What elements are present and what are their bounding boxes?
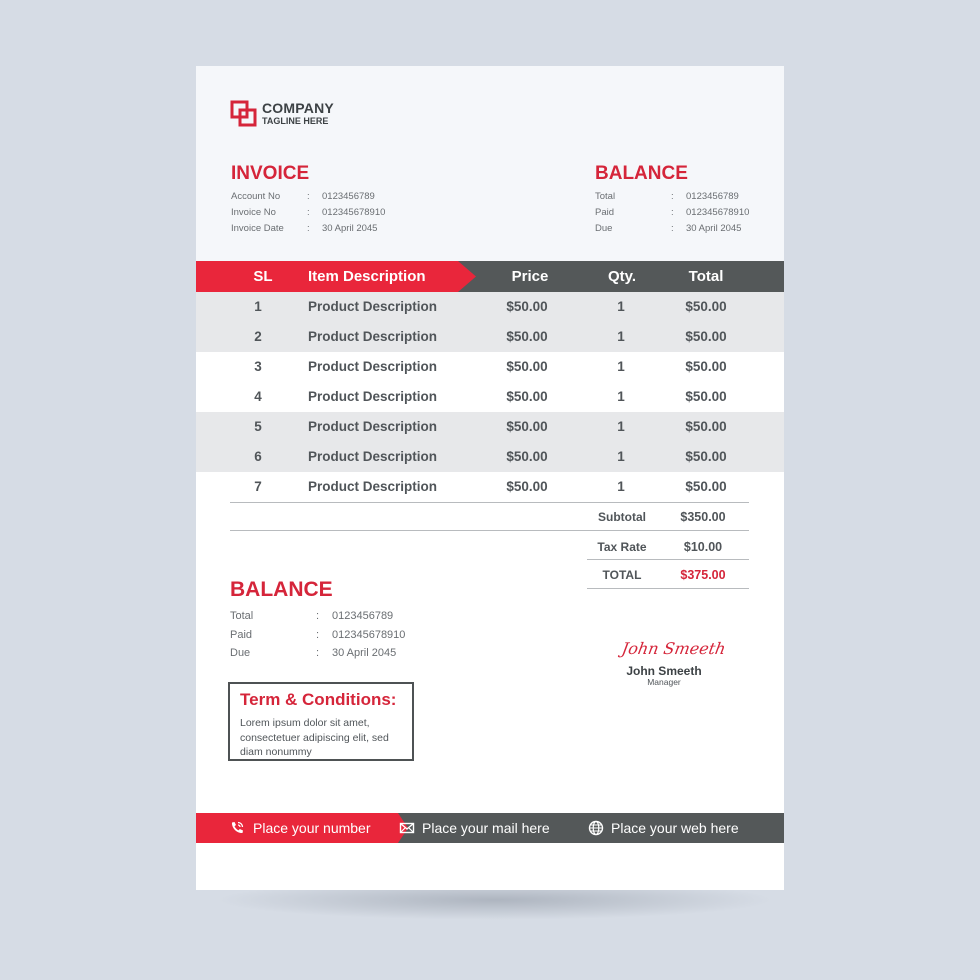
tax-rate-value: $10.00: [683, 540, 723, 554]
cell-total: $50.00: [685, 299, 727, 314]
cell-qty: 1: [617, 389, 625, 404]
cell-description: Product Description: [308, 419, 438, 434]
cell-qty: 1: [617, 329, 625, 344]
header-qty: Qty.: [607, 268, 637, 285]
balance-total-row: Total : 0123456789: [230, 607, 405, 626]
tax-rate-label: Tax Rate: [597, 540, 647, 554]
cell-qty: 1: [617, 419, 625, 434]
meta-value: 012345678910: [332, 628, 406, 641]
invoice-page: [196, 66, 784, 890]
meta-value: 012345678910: [322, 207, 386, 218]
header-sl: SL: [253, 268, 273, 285]
cell-qty: 1: [617, 299, 625, 314]
cell-qty: 1: [617, 449, 625, 464]
meta-value: 0123456789: [686, 191, 739, 202]
meta-label: Due: [230, 647, 251, 659]
total-label: TOTAL: [602, 568, 642, 582]
header-price: Price: [511, 268, 549, 285]
total-divider: [587, 588, 749, 589]
cell-total: $50.00: [685, 479, 727, 494]
invoice-number-row: Invoice No : 012345678910: [231, 205, 385, 221]
meta-label: Total: [230, 610, 254, 622]
cell-price: $50.00: [506, 449, 548, 464]
cell-description: Product Description: [308, 359, 438, 374]
invoice-account-row: Account No : 0123456789: [231, 189, 385, 205]
cell-sl: 5: [254, 419, 262, 434]
company-logo-icon: [230, 100, 258, 128]
table-row: [196, 382, 784, 412]
globe-icon: [588, 820, 604, 836]
mail-icon: [399, 820, 415, 836]
cell-total: $50.00: [685, 389, 727, 404]
signature-script: John Smeeth: [620, 639, 728, 658]
meta-label: Due: [595, 223, 613, 234]
meta-value: 30 April 2045: [332, 647, 397, 659]
invoice-date-row: Invoice Date : 30 April 2045: [231, 221, 385, 237]
cell-total: $50.00: [685, 359, 727, 374]
meta-label: Paid: [595, 207, 615, 218]
table-row: [196, 292, 784, 322]
meta-value: 012345678910: [686, 207, 750, 218]
cell-price: $50.00: [506, 479, 548, 494]
phone-icon: [229, 820, 245, 836]
cell-sl: 1: [254, 299, 262, 314]
balance-top-details: [595, 189, 749, 237]
table-row: [196, 442, 784, 472]
balance-top-title: BALANCE: [595, 163, 688, 184]
footer-web: Place your web here: [611, 820, 739, 836]
total-value: $375.00: [680, 568, 726, 582]
tax-divider: [587, 559, 749, 560]
meta-label: Invoice Date: [231, 223, 284, 234]
table-row: [196, 322, 784, 352]
cell-sl: 4: [254, 389, 262, 404]
meta-value: 0123456789: [322, 191, 375, 202]
cell-total: $50.00: [685, 419, 727, 434]
meta-value: 30 April 2045: [322, 223, 378, 234]
terms-title: Term & Conditions:: [240, 690, 397, 709]
cell-description: Product Description: [308, 329, 438, 344]
cell-sl: 7: [254, 479, 262, 494]
header-description: Item Description: [308, 268, 426, 285]
meta-value: 30 April 2045: [686, 223, 742, 234]
meta-label: Paid: [230, 628, 253, 641]
cell-total: $50.00: [685, 329, 727, 344]
cell-description: Product Description: [308, 299, 438, 314]
balance-paid-row: Paid : 012345678910: [230, 626, 405, 645]
invoice-details: [231, 189, 385, 237]
subtotal-divider: [230, 530, 749, 531]
cell-sl: 3: [254, 359, 262, 374]
signatory-name: John Smeeth: [626, 664, 702, 678]
subtotal-value: $350.00: [680, 510, 726, 524]
balance-due-row: Due : 30 April 2045: [230, 644, 405, 663]
subtotal-label: Subtotal: [598, 510, 646, 524]
meta-label: Invoice No: [231, 207, 276, 218]
cell-description: Product Description: [308, 479, 438, 494]
cell-price: $50.00: [506, 329, 548, 344]
balance-paid-row: Paid : 012345678910: [595, 205, 749, 221]
invoice-title: INVOICE: [231, 163, 310, 184]
cell-sl: 2: [254, 329, 262, 344]
table-row: [196, 412, 784, 442]
balance-bottom-title: BALANCE: [230, 578, 333, 601]
cell-price: $50.00: [506, 299, 548, 314]
cell-qty: 1: [617, 479, 625, 494]
cell-description: Product Description: [308, 389, 438, 404]
balance-bottom-details: [230, 607, 405, 663]
table-divider: [230, 502, 749, 503]
cell-qty: 1: [617, 359, 625, 374]
terms-text: Lorem ipsum dolor sit amet, consectetuer adipiscing elit, sed diam nonummy: [240, 717, 389, 758]
cell-description: Product Description: [308, 449, 438, 464]
table-row: [196, 472, 784, 502]
company-name: COMPANY: [262, 100, 334, 116]
cell-sl: 6: [254, 449, 262, 464]
table-row: [196, 352, 784, 382]
cell-price: $50.00: [506, 419, 548, 434]
signatory-role: Manager: [647, 677, 681, 687]
cell-total: $50.00: [685, 449, 727, 464]
cell-price: $50.00: [506, 359, 548, 374]
company-tagline: TAGLINE HERE: [262, 116, 329, 126]
balance-due-row: Due : 30 April 2045: [595, 221, 749, 237]
meta-value: 0123456789: [332, 610, 394, 622]
header-total: Total: [688, 268, 724, 285]
footer-phone: Place your number: [253, 820, 371, 836]
cell-price: $50.00: [506, 389, 548, 404]
balance-total-row: Total : 0123456789: [595, 189, 749, 205]
footer-mail: Place your mail here: [422, 820, 550, 836]
meta-label: Account No: [231, 191, 281, 202]
terms-box: [228, 682, 414, 761]
meta-label: Total: [595, 191, 616, 202]
